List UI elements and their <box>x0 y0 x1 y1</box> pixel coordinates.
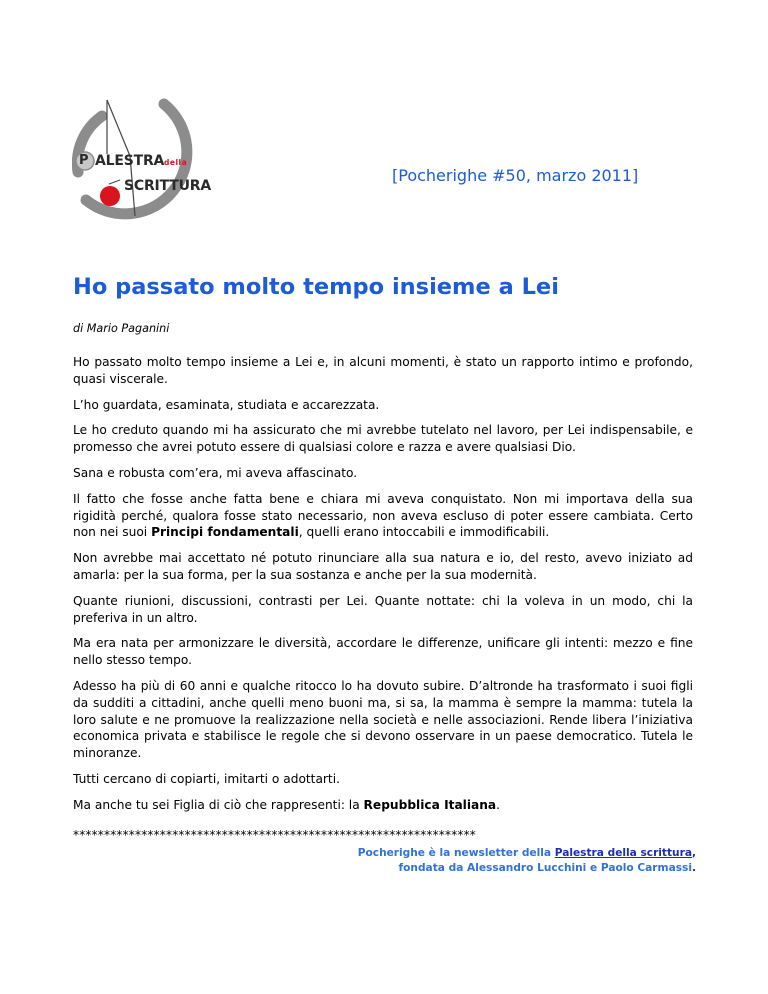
text-run: . <box>496 797 501 812</box>
paragraph: Quante riunioni, discussioni, contrasti per Lei. Quante nottate: chi la voleva in un modo, chi la preferiva in un altro. <box>73 593 693 625</box>
footer-line-2 <box>358 861 696 876</box>
footer-line-1 <box>358 846 696 861</box>
footer-text: fondata da Alessandro Lucchini e Paolo Carmassi <box>398 862 692 874</box>
article-body <box>73 354 693 823</box>
text-run: Il fatto che fosse anche fatta bene e chiara mi aveva conquistato. Non mi importava della sua rigidità perché, qualora fosse stato necessario, non aveva escluso di poter essere cambiata. Certo non nei suoi <box>73 491 693 540</box>
text-run: Ma anche tu sei Figlia di ciò che rappresenti: la <box>73 797 364 812</box>
logo-word-della: della <box>164 158 188 167</box>
paragraph: Non avrebbe mai accettato né potuto rinunciare alla sua natura e io, del resto, avevo iniziato ad amarla: per la sua forma, per la sua sostanza e anche per la sua modernità. <box>73 551 693 582</box>
footer-text: Pocherighe è la newsletter della <box>357 847 555 859</box>
footer-text: , <box>691 847 696 859</box>
paragraph: Le ho creduto quando mi ha assicurato che mi avrebbe tutelato nel lavoro, per Lei indispensabile, e promesso che avrei potuto essere di qualsiasi colore e razza e avere qualsiasi Dio. <box>73 423 693 455</box>
paragraph <box>73 797 693 814</box>
text-run: , quelli erano intoccabili e immodificabili. <box>298 525 550 540</box>
article-author: di Mario Paganini <box>73 322 170 335</box>
palestra-link[interactable]: Palestra della scrittura <box>554 847 692 859</box>
palestra-logo <box>72 96 232 224</box>
footer-note <box>358 846 696 876</box>
paragraph: Tutti cercano di copiarti, imitarti o adottarti. <box>73 771 340 786</box>
paragraph: Ho passato molto tempo insieme a Lei e, in alcuni momenti, è stato un rapporto intimo e profondo, quasi viscerale. <box>73 355 693 386</box>
paragraph <box>73 491 693 541</box>
footer-text: . <box>691 862 696 874</box>
paragraph: L’ho guardata, esaminata, studiata e accarezzata. <box>73 397 380 412</box>
logo-word-scrittura: SCRITTURA <box>124 178 211 194</box>
separator: ***************************************************************** <box>73 828 476 842</box>
bold-repubblica: Repubblica Italiana <box>363 797 497 812</box>
logo-word-palestra: ALESTRA <box>95 153 165 169</box>
bold-principi: Principi fondamentali <box>151 525 299 540</box>
paragraph: Adesso ha più di 60 anni e qualche ritocco lo ha dovuto subire. D’altronde ha trasformato i suoi figli da sudditi a cittadini, anche quelli meno buoni ma, si sa, la mamma è sempre la mamma: tutela la loro salute e ne promuove la realizzazione nella società e nelle associazioni. Rende libera l’iniziativa economica privata e stabilisce le regole che si devono osservare in un paese democratico. Tutela le minoranze. <box>73 678 693 761</box>
logo-initial: P <box>79 153 89 168</box>
paragraph: Sana e robusta com’era, mi aveva affascinato. <box>73 465 358 480</box>
issue-label: [Pocherighe #50, marzo 2011] <box>392 166 639 185</box>
paragraph: Ma era nata per armonizzare le diversità, accordare le differenze, unificare gli intenti: mezzo e fine nello stesso tempo. <box>73 636 693 668</box>
article-title: Ho passato molto tempo insieme a Lei <box>73 274 559 300</box>
